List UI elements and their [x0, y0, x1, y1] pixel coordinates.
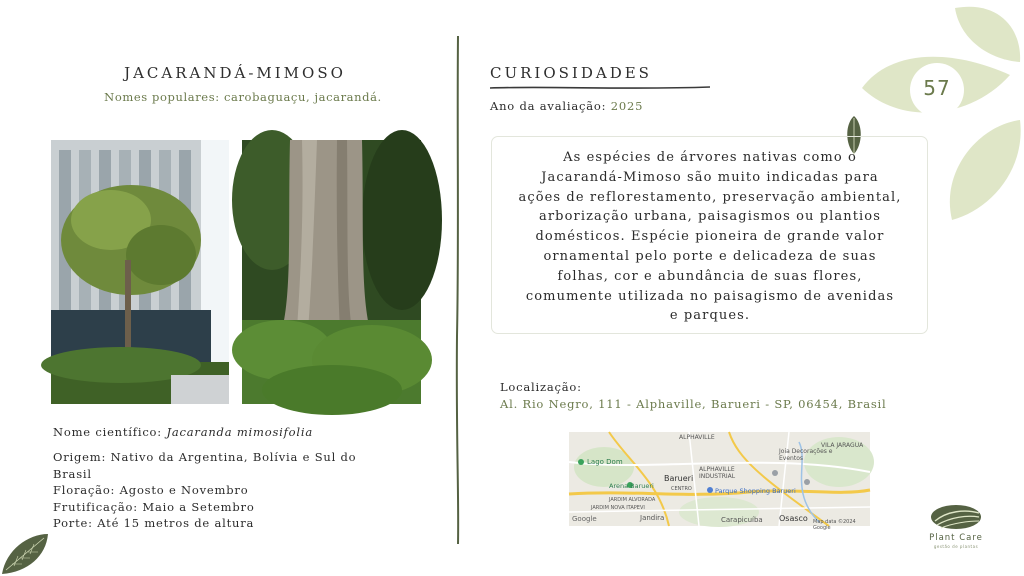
map-label: Arena Barueri — [609, 482, 654, 490]
plant-care-logo-icon — [929, 503, 983, 531]
map-label: Map data ©2024 Google — [813, 519, 856, 531]
size-text: Porte: Até 15 metros de altura — [53, 516, 255, 530]
curiosities-line: folhas, cor e abundância de suas flores, — [557, 268, 863, 284]
leaf-top-shape — [955, 7, 1020, 62]
location-label: Localização: — [500, 380, 582, 394]
curiosities-line: arborização urbana, paisagismos ou plantios — [539, 209, 881, 225]
curiosities-line: ornamental pelo porte e delicadeza de suas — [543, 248, 877, 264]
origin-line-2: Brasil — [53, 466, 92, 481]
map-label: Google — [572, 515, 597, 523]
curiosities-title: CURIOSIDADES — [490, 64, 652, 82]
curiosities-line: ações de reflorestamento, preservação ambiental, — [518, 189, 902, 205]
curiosities-line: domésticos. Espécie pioneira de grande valor — [535, 229, 885, 245]
map-label: Osasco — [779, 514, 808, 523]
map-label: Parque Shopping Barueri — [715, 487, 796, 495]
leaf-bottom-shape — [950, 120, 1021, 220]
map-label: Joia Decorações e Eventos — [779, 448, 833, 462]
scientific-name-label: Nome científico: — [53, 425, 162, 439]
scientific-name-value: Jacaranda mimosifolia — [166, 425, 314, 439]
map-label: JARDIM ALVORADA — [609, 497, 656, 503]
curiosities-line: e parques. — [669, 308, 751, 324]
brand-tagline: gestão de plantas — [933, 544, 979, 549]
map-label: VILA JARAGUA — [821, 442, 864, 449]
evaluation-year-row — [490, 99, 643, 113]
origin-line-1: Origem: Nativo da Argentina, Bolívia e Sul do — [53, 450, 357, 464]
brand-name: Plant Care — [929, 533, 983, 543]
species-title: JACARANDÁ-MIMOSO — [124, 64, 346, 82]
evaluation-year-label: Ano da avaliação: — [490, 99, 607, 113]
location-map[interactable] — [569, 432, 870, 531]
evaluation-year-value: 2025 — [610, 99, 644, 113]
bottom-leaf-icon — [0, 530, 52, 576]
location-address: Al. Rio Negro, 111 - Alphaville, Barueri - SP, 06454, Brasil — [500, 397, 887, 411]
page-number: 57 — [923, 76, 951, 100]
vertical-divider — [453, 36, 463, 546]
scientific-name-row — [53, 424, 433, 441]
title-underline — [490, 84, 712, 92]
map-label: Barueri — [664, 474, 694, 483]
curiosities-line: As espécies de árvores nativas como o — [563, 150, 857, 165]
fruiting-text: Frutificação: Maio a Setembro — [53, 499, 255, 514]
map-label: ALPHAVILLE INDUSTRIAL — [699, 466, 736, 480]
curiosities-line: comumente utilizada no paisagismo de avenidas — [525, 288, 895, 304]
map-label: Jandira — [640, 514, 665, 522]
tree-building-photo — [51, 140, 229, 404]
curiosities-text — [504, 148, 916, 326]
details-list — [53, 449, 433, 532]
map-label: CENTRO — [671, 486, 692, 492]
map-label: Lago Dom — [587, 458, 623, 466]
flowering-text: Floração: Agosto e Novembro — [53, 483, 249, 497]
tree-trunk-photo — [242, 140, 421, 404]
popular-names: Nomes populares: carobaguaçu, jacarandá. — [104, 90, 382, 104]
map-label: Carapicuíba — [721, 516, 763, 524]
map-label: ALPHAVILLE — [679, 434, 715, 441]
curiosities-line: Jacarandá-Mimoso são muito indicadas para — [541, 169, 879, 185]
map-label: JARDIM NOVA ITAPEVI — [591, 505, 645, 511]
